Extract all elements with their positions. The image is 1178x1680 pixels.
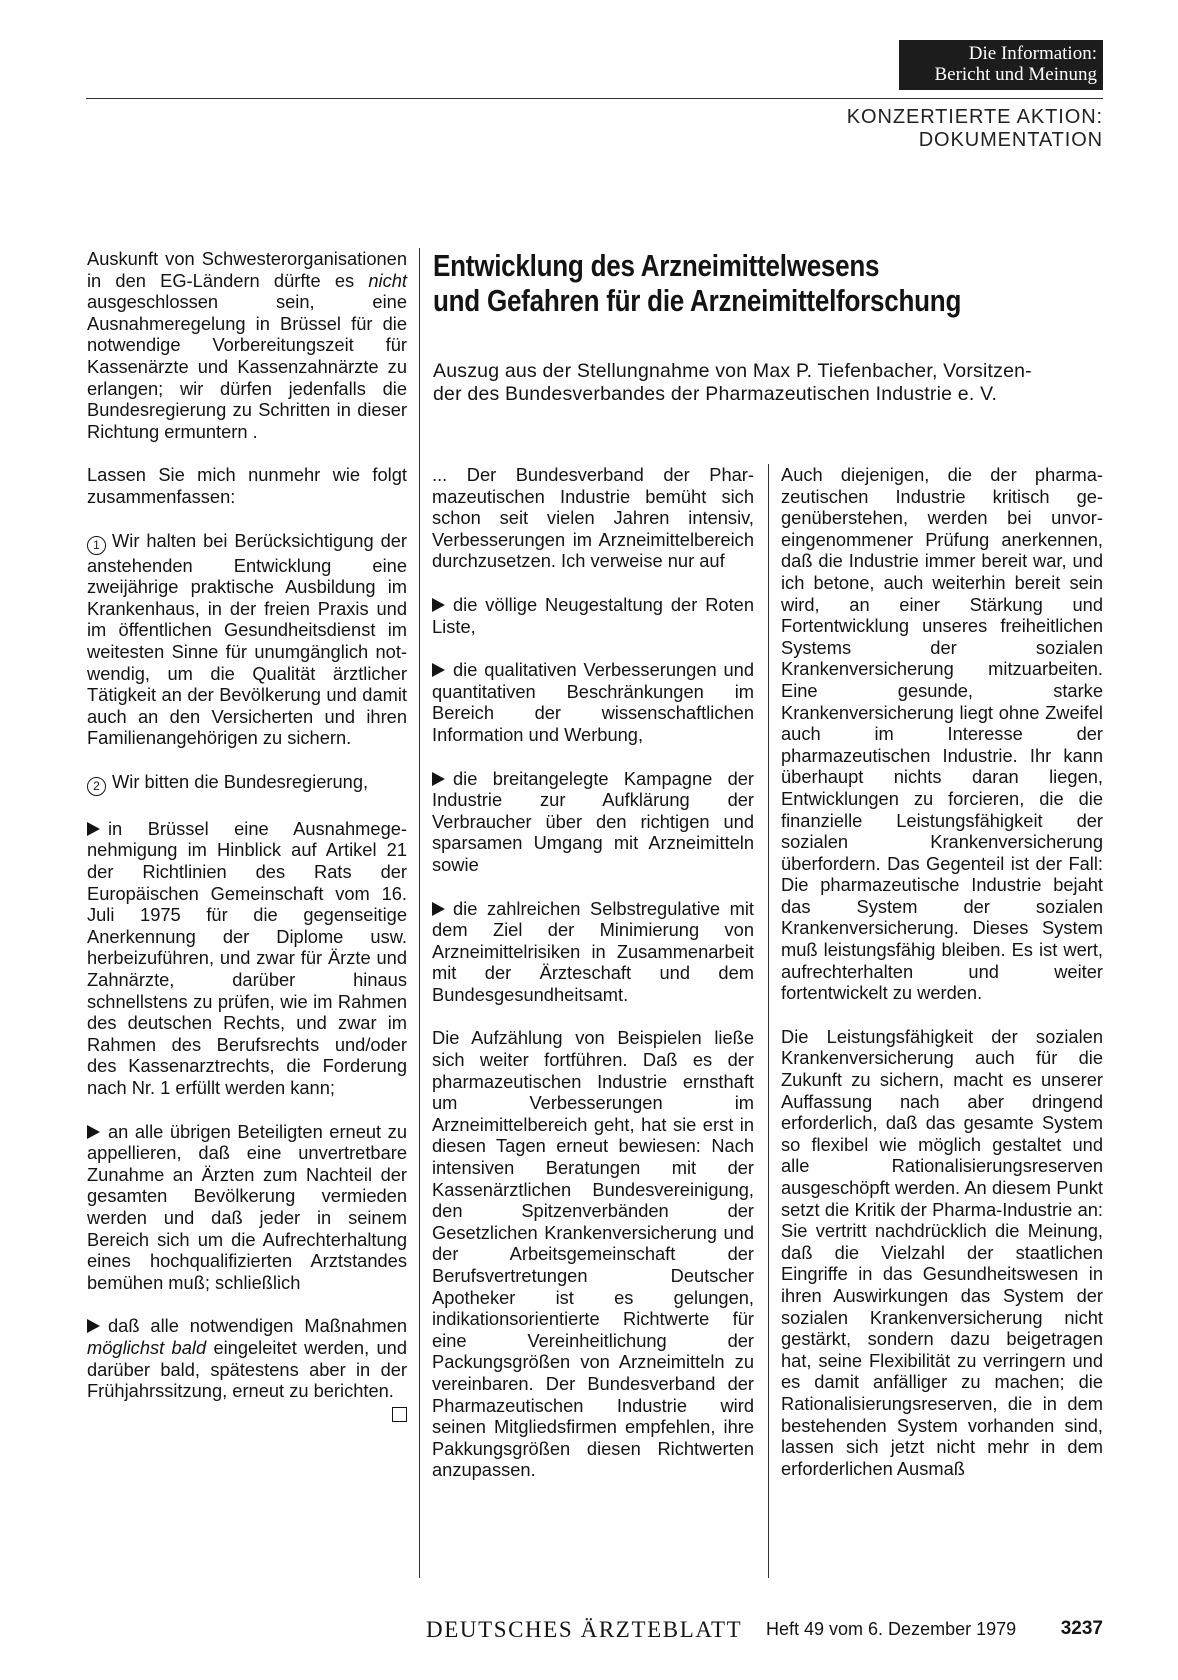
text: eingeleitet werden, und darüber bald, spätestens aber in der Frühjahrssitzung, erneut zu berichten.	[87, 1336, 407, 1402]
paragraph: Die Leistungsfähigkeit der sozialen Krankenversicherung auch für die Zukunft zu sichern, macht es unserer Auffassung nach aber dringend erforderlich, daß das gesamte System so flexibel wie möglich gestaltet und alle Rationalisierungsreserven ausgeschöpft werden. An diesem Punkt setzt die Kritik der Pharma-Industrie an: Sie vertritt nachdrücklich die Meinung, daß die Vielzahl der staatlichen Eingriffe in das Gesundheitswesen in ihren Auswirkungen das System der sozialen Krankenversicherung nicht gestärkt, sondern dazu beigetragen hat, seine Flexibilität zu verringern und es damit anfälliger zu machen; die Rationalisierungsreserven, die in dem bestehenden System vorhanden sind, lassen sich jetzt nicht mehr in dem erforderlichen Ausmaß	[781, 1025, 1103, 1479]
triangle-bullet-icon	[432, 598, 445, 612]
paragraph	[87, 248, 407, 442]
bullet-paragraph	[432, 768, 754, 876]
article-title	[433, 248, 1105, 318]
bullet-paragraph	[87, 1315, 407, 1401]
lead-line: Auszug aus der Stellungnahme von Max P. Tiefenbacher, Vorsitzen-	[433, 360, 1032, 382]
title-line: Entwicklung des Arzneimittelwesens	[433, 248, 880, 283]
bullet-paragraph	[87, 818, 407, 1099]
triangle-bullet-icon	[432, 663, 445, 677]
triangle-bullet-icon	[432, 772, 445, 786]
bullet-paragraph	[432, 898, 754, 1006]
issue-info: Heft 49 vom 6. Dezember 1979	[766, 1619, 1017, 1639]
text: an alle übrigen Beteiligten erneut zu appellieren, daß eine unvertretbare Zunahme an Ärzten zum Nachteil der gesamten Bevölkerung vermieden werden und daß jeder in seinem Bereich sich um die Aufrechterhaltung eines hochqualifizierten Arztstandes bemühen muß; schließlich	[87, 1120, 407, 1293]
text: die völlige Neugestaltung der Roten Liste,	[432, 593, 754, 637]
section-heading: KONZERTIERTE AKTION: DOKUMENTATION	[846, 106, 1103, 151]
paragraph: Auch diejenigen, die der pharmazeutischen Industrie kritisch gegenüberstehen, werden bei unvoreingenommener Prüfung anerkennen, daß die Industrie immer bereit war, und ich betone, auch weiterhin bereit sein wird, an einer Stärkung und Fortentwicklung unseres freiheitlichen Systems der sozialen Krankenversicherung mitzuarbeiten. Eine gesunde, starke Krankenversicherung liegt ohne Zweifel auch im Interesse der pharmazeutischen Industrie. Ihr kann überhaupt nichts daran liegen, Entwicklungen zu forcieren, die die finanzielle Leistungsfähigkeit der sozialen Krankenversicherung überfordern. Das Gegenteil ist der Fall: Die pharmazeutische Industrie bejaht das System der sozialen Krankenversicherung. Dieses System muß leistungsfähig bleiben. Es ist wert, aufrechterhalten und weiter fortentwickelt zu werden.	[781, 464, 1103, 1004]
page-number: 3237	[1060, 1618, 1103, 1639]
header-rule	[86, 98, 1103, 99]
badge-line-1: Die Information:	[968, 43, 1097, 64]
paragraph: ... Der Bundesverband der Pharmazeutischen Industrie bemüht sich schon seit vielen Jahren intensiv, Verbesserungen im Arzneimittelbereich durchzusetzen. Ich verweise nur auf	[432, 464, 754, 572]
bullet-paragraph	[432, 659, 754, 745]
text: daß alle notwendigen Maßnahmen	[108, 1315, 407, 1337]
paragraph: Lassen Sie mich nunmehr wie folgt zusammenfassen:	[87, 464, 407, 507]
bullet-paragraph	[87, 1121, 407, 1294]
circled-number-icon: 1	[87, 536, 106, 555]
text: Auskunft von Schwesterorganisationen in den EG-Ländern dürfte es	[87, 248, 407, 291]
journal-name: DEUTSCHES ÄRZTEBLATT	[426, 1617, 743, 1642]
emphasis: nicht	[368, 269, 407, 291]
triangle-bullet-icon	[432, 902, 445, 916]
text: Wir halten bei Berücksichtigung der anstehenden Entwicklung eine zweijährige praktische Ausbildung im Krankenhaus, in der freien Praxis und im öffentlichen Gesundheitsdienst im weitesten Sinne für unumgänglich notwendig, um die Qualität ärztlicher Tätigkeit an der Bevölkerung und damit auch an den Versicherten und ihren Familienangehörigen zu sichern.	[87, 529, 407, 749]
title-line: und Gefahren für die Arzneimittelforschung	[433, 283, 962, 318]
text: ausgeschlossen sein, eine Ausnahmeregelung in Brüssel für die notwendige Vorbereitungszeit für Kassenärzte und Kassenzahnärzte zu erlangen; wir dürfen jedenfalls die Bundesregierung zu Schritten in dieser Richtung ermuntern .	[87, 291, 407, 442]
page-footer	[426, 1617, 1103, 1647]
paragraph: Die Aufzählung von Beispielen ließe sich weiter fortführen. Daß es der pharmazeutischen Industrie ernsthaft um Verbesserungen im Arzneimittelbereich geht, hat sie erst in diesen Tagen erneut bewiesen: Nach intensiven Beratungen mit der Kassenärztlichen Bundesvereinigung, den Spitzenverbänden der Gesetzlichen Krankenversicherung und der Arbeitsgemeinschaft der Berufsvertretungen Deutscher Apotheker ist es gelungen, indikationsorientierte Richtwerte für eine Vereinheitlichung der Packungsgrößen von Arzneimitteln zu vereinbaren. Der Bundesverband der Pharmazeutischen Industrie wird seinen Mitgliedsfirmen empfehlen, ihre Pakkungsgrößen diesen Richtwerten anzupassen.	[432, 1027, 754, 1481]
numbered-paragraph	[87, 771, 407, 796]
text: Wir bitten die Bundesregierung,	[112, 770, 369, 792]
article-lead	[433, 360, 1103, 406]
bullet-paragraph	[432, 594, 754, 637]
column-right	[781, 464, 1103, 1501]
triangle-bullet-icon	[87, 822, 100, 836]
text: in Brüssel eine Ausnahmegenehmigung im Hinblick auf Artikel 21 der Richtlinien des Rats der Europäischen Gemeinschaft vom 16. Juli 1975 für die gegenseitige Anerkennung der Diplome usw. herbeizuführen, und zwar für Ärzte und Zahnärzte, darüber hinaus schnellstens zu prüfen, wie im Rahmen des deutschen Rechts, und zwar im Rahmen des Berufsrechts und/oder des Kassenarztrechts, die Forderung nach Nr. 1 erfüllt werden kann;	[87, 817, 407, 1098]
column-middle	[432, 464, 754, 1503]
text: die zahlreichen Selbstregulative mit dem Ziel der Minimierung von Arzneimittelrisiken in Zusammenarbeit mit der Ärzteschaft und dem Bundesgesundheitsamt.	[432, 897, 754, 1005]
triangle-bullet-icon	[87, 1319, 100, 1333]
section-badge	[899, 40, 1103, 90]
end-mark-icon	[392, 1407, 407, 1422]
emphasis: möglichst bald	[87, 1336, 207, 1358]
triangle-bullet-icon	[87, 1125, 100, 1139]
badge-line-2: Bericht und Meinung	[934, 64, 1097, 85]
numbered-paragraph	[87, 530, 407, 749]
lead-line: der des Bundesverbandes der Pharmazeutischen Industrie e. V.	[433, 383, 998, 405]
column-left	[87, 248, 407, 1424]
text: die qualitativen Verbesserungen und quantitativen Beschränkungen im Bereich der wissenschaftlichen Information und Werbung,	[432, 659, 754, 745]
text: die breitangelegte Kampagne der Industrie zur Aufklärung der Verbraucher über den richtigen und sparsamen Umgang mit Arzneimitteln sowie	[432, 767, 754, 875]
column-divider-1	[419, 248, 420, 1578]
circled-number-icon: 2	[87, 777, 106, 796]
column-divider-2	[768, 464, 769, 1578]
